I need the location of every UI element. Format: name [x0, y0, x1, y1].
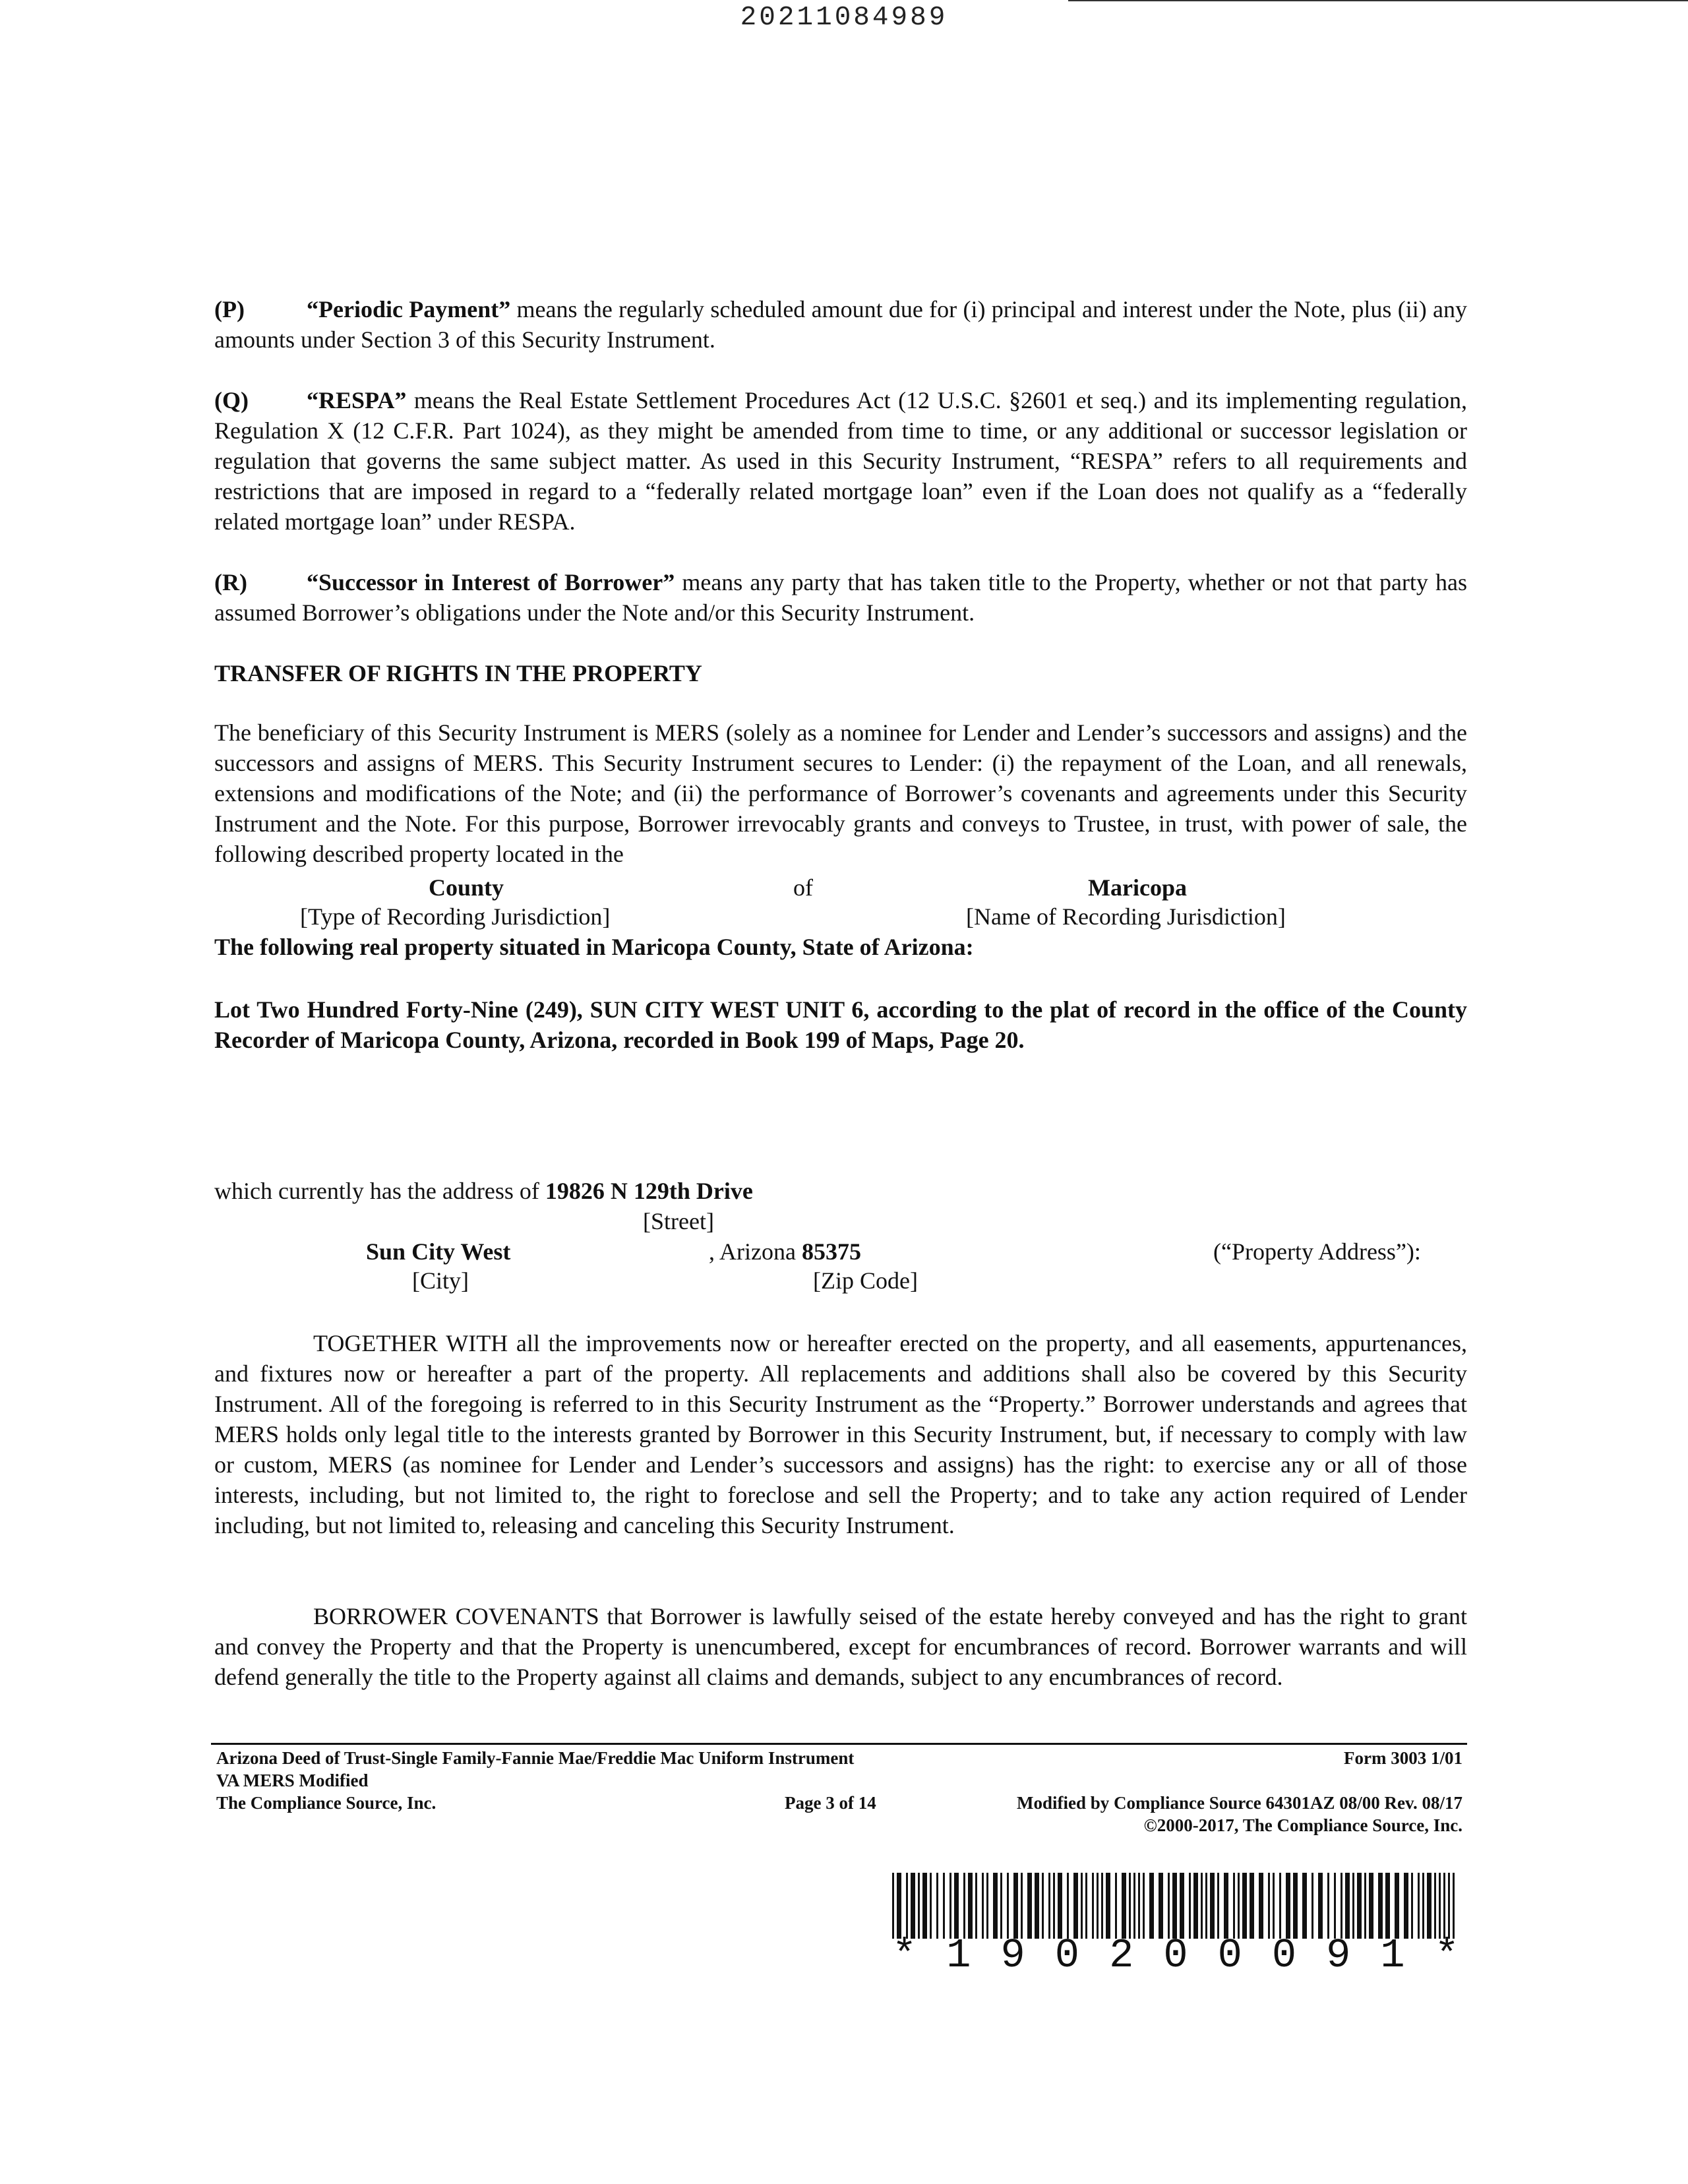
street-caption: [Street] — [643, 1208, 714, 1234]
jurisdiction-type-caption: [Type of Recording Jurisdiction] — [300, 903, 611, 930]
barcode-bar — [1422, 1873, 1424, 1939]
barcode-char: 9 — [1000, 1932, 1025, 1979]
barcode-bar — [975, 1873, 977, 1939]
barcode-bar — [1159, 1873, 1163, 1939]
barcode-bar — [1364, 1873, 1366, 1939]
definition-term: “Periodic Payment” — [307, 296, 511, 322]
definition-label: (Q) — [214, 387, 249, 413]
barcode-bar — [930, 1873, 932, 1939]
barcode-bar — [1115, 1873, 1117, 1939]
barcode-bar — [1238, 1873, 1240, 1939]
barcode-char: 0 — [1054, 1932, 1080, 1979]
barcode-bar — [1418, 1873, 1420, 1939]
barcode-bar — [1233, 1873, 1235, 1939]
barcode-bar — [1189, 1873, 1191, 1939]
barcode-bar — [1085, 1873, 1087, 1939]
barcode-bar — [1311, 1873, 1313, 1939]
barcode-bar — [1259, 1873, 1263, 1939]
barcode-bar — [906, 1873, 908, 1939]
barcode — [892, 1873, 1459, 1939]
barcode-bar — [1327, 1873, 1329, 1939]
barcode-bar — [1101, 1873, 1103, 1939]
section-heading: TRANSFER OF RIGHTS IN THE PROPERTY — [214, 660, 702, 686]
top-rule — [1068, 0, 1688, 1]
barcode-char: 1 — [946, 1932, 971, 1979]
address-intro: which currently has the address of — [214, 1178, 539, 1204]
barcode-bar — [1250, 1873, 1254, 1939]
footer-modifier: VA MERS Modified — [216, 1771, 369, 1790]
barcode-bar — [1293, 1873, 1298, 1939]
legal-description: Lot Two Hundred Forty-Nine (249), SUN CITY WEST UNIT 6, according to the plat of record in the office of the County Recorder of Maricopa County, Arizona, recorded in Book 199 of Maps, Page 20. — [214, 996, 1467, 1053]
barcode-bar — [963, 1873, 965, 1939]
barcode-bar — [1172, 1873, 1177, 1939]
barcode-bar — [1053, 1873, 1055, 1939]
barcode-bar — [918, 1873, 920, 1939]
barcode-char: 1 — [1380, 1932, 1405, 1979]
barcode-bar — [1318, 1873, 1323, 1939]
jurisdiction-name-caption: [Name of Recording Jurisdiction] — [966, 903, 1286, 930]
barcode-bar — [1369, 1873, 1373, 1939]
jurisdiction-name: Maricopa — [1088, 874, 1187, 901]
situated-line: The following real property situated in Maricopa County, State of Arizona: — [214, 934, 974, 960]
barcode-bar — [922, 1873, 927, 1939]
barcode-bar — [1149, 1873, 1154, 1939]
address-zip: 85375 — [801, 1238, 861, 1265]
barcode-bar — [1205, 1873, 1207, 1939]
footer-company: The Compliance Source, Inc. — [216, 1793, 437, 1813]
definition-label: (P) — [214, 296, 245, 322]
barcode-bar — [1411, 1873, 1413, 1939]
barcode-bar — [1133, 1873, 1135, 1939]
address-state-text: , Arizona — [709, 1238, 796, 1265]
barcode-bar — [1092, 1873, 1094, 1939]
recording-number: 20211084989 — [740, 3, 948, 33]
address-state — [709, 1237, 861, 1266]
barcode-bar — [1439, 1873, 1441, 1939]
barcode-bar — [954, 1873, 959, 1939]
barcode-bar — [1434, 1873, 1436, 1939]
barcode-bar — [897, 1873, 901, 1939]
jurisdiction-of: of — [793, 874, 813, 901]
zip-caption: [Zip Code] — [813, 1267, 918, 1294]
barcode-bar — [1013, 1873, 1018, 1939]
barcode-bar — [950, 1873, 951, 1939]
definition-term: “RESPA” — [307, 387, 407, 413]
barcode-bar — [1345, 1873, 1350, 1939]
barcode-bar — [1443, 1873, 1445, 1939]
barcode-bar — [1027, 1873, 1032, 1939]
barcode-bar — [1073, 1873, 1078, 1939]
barcode-bar — [911, 1873, 915, 1939]
barcode-bar — [1427, 1873, 1432, 1939]
barcode-bar — [1067, 1873, 1069, 1939]
barcode-bar — [1268, 1873, 1270, 1939]
barcode-bar — [1302, 1873, 1307, 1939]
barcode-char: 0 — [1271, 1932, 1297, 1979]
barcode-bar — [1035, 1873, 1039, 1939]
barcode-bar — [993, 1873, 998, 1939]
definition-text: means the Real Estate Settlement Procedures Act (12 U.S.C. §2601 et seq.) and its implementing regulation, Regulation X (12 C.F.R. Part 1024), as they might be amended from time to time, or any additional or successor legislation or regulation that governs the same subject matter. As used in this Security Instrument, “RESPA” refers to all requirements and restrictions that are imposed in regard to a “federally related mortgage loan” even if the Loan does not qualify as a “federally related mortgage loan” under RESPA. — [214, 387, 1467, 535]
barcode-bar — [1242, 1873, 1247, 1939]
barcode-bar — [1404, 1873, 1408, 1939]
address-line — [214, 1176, 753, 1205]
barcode-bar — [1273, 1873, 1275, 1939]
barcode-bar — [1341, 1873, 1342, 1939]
barcode-char: * — [1434, 1932, 1459, 1979]
barcode-bar — [1042, 1873, 1044, 1939]
barcode-bar — [1210, 1873, 1215, 1939]
barcode-bar — [936, 1873, 938, 1939]
footer-form-title: Arizona Deed of Trust-Single Family-Fannie Mae/Freddie Mac Uniform Instrument — [216, 1748, 855, 1768]
definition-p — [214, 294, 1467, 355]
city-caption: [City] — [412, 1267, 469, 1294]
barcode-bar — [986, 1873, 988, 1939]
barcode-bar — [1453, 1873, 1455, 1939]
address-city: Sun City West — [366, 1238, 511, 1265]
barcode-char: 0 — [1217, 1932, 1242, 1979]
barcode-bar — [1106, 1873, 1110, 1939]
property-address-label: (“Property Address”): — [1213, 1238, 1421, 1265]
barcode-bar — [1168, 1873, 1170, 1939]
barcode-bar — [1279, 1873, 1281, 1939]
definition-r — [214, 567, 1467, 628]
together-with-paragraph: TOGETHER WITH all the improvements now or hereafter erected on the property, and all easements, appurtenances, and fixtures now or hereafter a part of the property. All replacements and additions shall also be covered by this Security Instrument. All of the foregoing is referred to in this Security Instrument as the “Property.” Borrower understands and agrees that MERS holds only legal title to the interests granted by Borrower in this Security Instrument, but, if necessary to comply with law or custom, MERS (as nominee for Lender and Lender’s successors and assigns) has the right: to exercise any or all of those interests, including, but not limited to, the right to foreclose and sell the Property; and to take any action required of Lender including, but not limited to, releasing and canceling this Security Instrument. — [214, 1330, 1467, 1538]
footer-modified-by: Modified by Compliance Source 64301AZ 08/00 Rev. 08/17 — [1016, 1793, 1462, 1813]
covenants-paragraph: BORROWER COVENANTS that Borrower is lawfully seised of the estate hereby conveyed and has the right to grant and convey the Property and that the Property is unencumbered, except for encumbrances of record. Borrower warrants and will defend generally the title to the Property against all claims and demands, subject to any encumbrances of record. — [214, 1603, 1467, 1690]
definition-label: (R) — [214, 569, 247, 595]
barcode-bar — [1122, 1873, 1126, 1939]
definition-q — [214, 385, 1467, 537]
barcode-bar — [1286, 1873, 1290, 1939]
barcode-bar — [1352, 1873, 1354, 1939]
barcode-char: 2 — [1109, 1932, 1134, 1979]
barcode-bar — [982, 1873, 984, 1939]
barcode-bar — [1378, 1873, 1383, 1939]
barcode-bar — [943, 1873, 945, 1939]
barcode-char: * — [892, 1932, 917, 1979]
footer-copyright: ©2000-2017, The Compliance Source, Inc. — [1143, 1815, 1462, 1835]
barcode-bar — [1357, 1873, 1362, 1939]
footer-form-number: Form 3003 1/01 — [1344, 1748, 1462, 1768]
barcode-bar — [1129, 1873, 1131, 1939]
barcode-bar — [968, 1873, 973, 1939]
barcode-bar — [1007, 1873, 1009, 1939]
barcode-bar — [1448, 1873, 1450, 1939]
barcode-bar — [1217, 1873, 1219, 1939]
barcode-bar — [1334, 1873, 1336, 1939]
barcode-bar — [1081, 1873, 1083, 1939]
barcode-bar — [1180, 1873, 1184, 1939]
barcode-bar — [1385, 1873, 1390, 1939]
barcode-char: 9 — [1326, 1932, 1351, 1979]
footer-page: Page 3 of 14 — [785, 1793, 876, 1813]
footer-rule — [211, 1743, 1467, 1745]
barcode-bar — [1201, 1873, 1203, 1939]
address-street: 19826 N 129th Drive — [545, 1178, 753, 1204]
definition-term: “Successor in Interest of Borrower” — [307, 569, 675, 595]
barcode-bar — [1193, 1873, 1198, 1939]
jurisdiction-type: County — [429, 874, 504, 901]
barcode-bar — [1138, 1873, 1140, 1939]
barcode-bar — [1048, 1873, 1050, 1939]
definition-text: means the regularly scheduled amount due for (i) principal and interest under the Note, plus (ii) any amounts under Section 3 of this Security Instrument. — [214, 296, 1467, 353]
barcode-bar — [1143, 1873, 1145, 1939]
barcode-bar — [1021, 1873, 1023, 1939]
barcode-bar — [1395, 1873, 1399, 1939]
definition-text: means any party that has taken title to the Property, whether or not that party has assumed Borrower’s obligations under the Note and/or this Security Instrument. — [214, 569, 1467, 626]
barcode-bar — [1000, 1873, 1002, 1939]
barcode-bar — [892, 1873, 894, 1939]
barcode-bar — [1058, 1873, 1062, 1939]
barcode-bar — [1097, 1873, 1099, 1939]
barcode-bar — [1224, 1873, 1228, 1939]
transfer-paragraph: The beneficiary of this Security Instrument is MERS (solely as a nominee for Lender and Lender’s successors and assigns) and the successors and assigns of MERS. This Security Instrument secures to Lender: (i) the repayment of the Loan, and all renewals, extensions and modifications of the Note; and (ii) the performance of Borrower’s covenants and agreements under this Security Instrument and the Note. For this purpose, Borrower irrevocably grants and conveys to Trustee, in trust, with power of sale, the following described property located in the — [214, 719, 1467, 867]
barcode-text — [892, 1932, 1459, 1979]
barcode-char: 0 — [1163, 1932, 1188, 1979]
